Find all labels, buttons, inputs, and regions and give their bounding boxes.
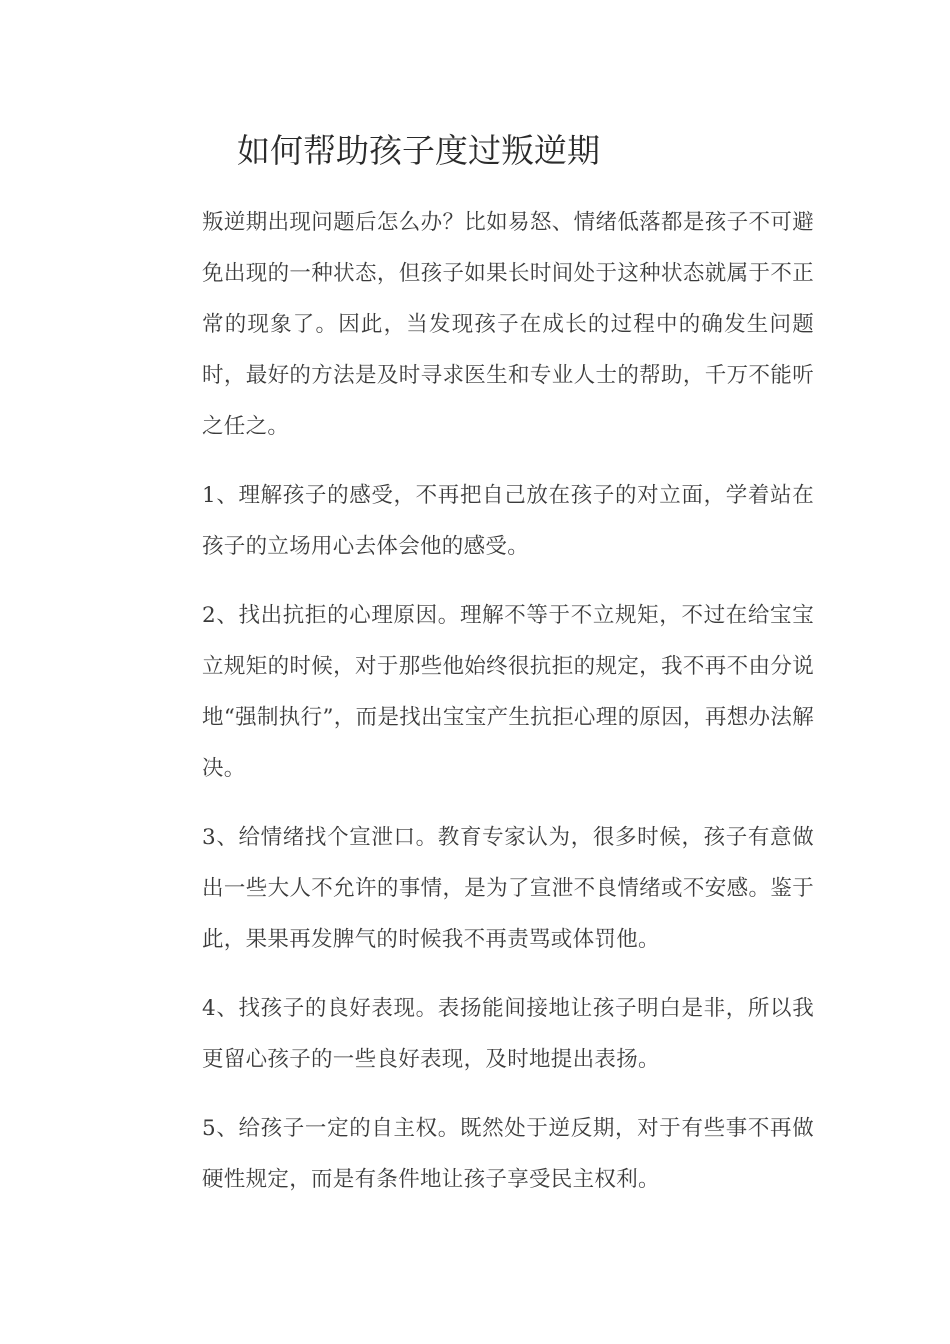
document-title: 如何帮助孩子度过叛逆期: [237, 131, 600, 170]
document-body: [202, 197, 814, 1223]
tip-paragraph-1: 1、理解孩子的感受，不再把自己放在孩子的对立面，学着站在孩子的立场用心去体会他的感受。: [202, 483, 814, 559]
tip-paragraph-4: 4、找孩子的良好表现。表扬能间接地让孩子明白是非，所以我更留心孩子的一些良好表现，及时地提出表扬。: [202, 996, 814, 1072]
tip-paragraph-5: 5、给孩子一定的自主权。既然处于逆反期，对于有些事不再做硬性规定，而是有条件地让孩子享受民主权利。: [202, 1116, 814, 1192]
intro-paragraph: 叛逆期出现问题后怎么办？比如易怒、情绪低落都是孩子不可避免出现的一种状态，但孩子如果长时间处于这种状态就属于不正常的现象了。因此，当发现孩子在成长的过程中的确发生问题时，最好的方法是及时寻求医生和专业人士的帮助，千万不能听之任之。: [202, 210, 814, 439]
tip-paragraph-2: 2、找出抗拒的心理原因。理解不等于不立规矩，不过在给宝宝立规矩的时候，对于那些他始终很抗拒的规定，我不再不由分说地“强制执行”，而是找出宝宝产生抗拒心理的原因，再想办法解决。: [202, 603, 814, 781]
tip-paragraph-3: 3、给情绪找个宣泄口。教育专家认为，很多时候，孩子有意做出一些大人不允许的事情，是为了宣泄不良情绪或不安感。鉴于此，果果再发脾气的时候我不再责骂或体罚他。: [202, 825, 814, 952]
